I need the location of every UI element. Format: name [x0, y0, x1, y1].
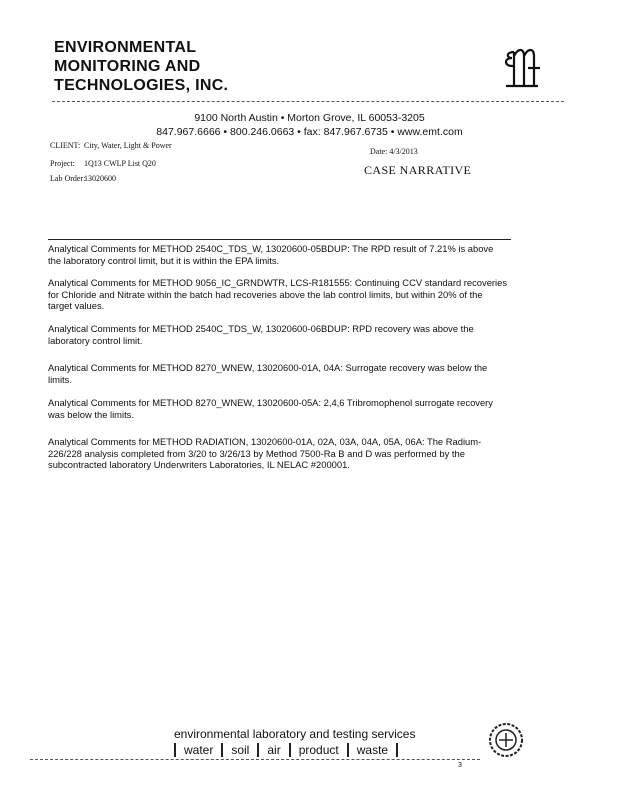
footer-divider	[30, 759, 480, 760]
company-logo-icon	[500, 46, 544, 90]
lab-order-label: Lab Order:	[50, 174, 86, 183]
report-date: Date: 4/3/2013	[370, 147, 418, 156]
comment-paragraph: Analytical Comments for METHOD 9056_IC_GRNDWTR, LCS-R181555: Continuing CCV standard recoveries for Chloride and Nitrate within the batch had recoveries above the lab control limits, but within 20% of the target values.	[48, 277, 508, 311]
footer-tagline: environmental laboratory and testing services	[174, 727, 416, 741]
company-address: 9100 North Austin • Morton Grove, IL 60053-3205	[194, 112, 425, 124]
company-name-line2: MONITORING AND	[54, 58, 201, 75]
comment-paragraph: Analytical Comments for METHOD RADIATION, 13020600-01A, 02A, 03A, 04A, 05A, 06A: The Radium-226/228 analysis completed from 3/20 to 3/26/13 by Method 7500-Ra B and D was performed by the subcontracted laboratory Underwriters Laboratories, IL NELAC #200001.	[48, 436, 482, 470]
footer-categories	[174, 743, 398, 757]
comment-paragraph: Analytical Comments for METHOD 8270_WNEW, 13020600-01A, 04A: Surrogate recovery was below the limits.	[48, 362, 488, 385]
client-label: CLIENT:	[50, 141, 81, 150]
case-narrative-title: CASE NARRATIVE	[364, 163, 472, 177]
comment-paragraph: Analytical Comments for METHOD 2540C_TDS_W, 13020600-06BDUP: RPD recovery was above the laboratory control limit.	[48, 323, 474, 346]
footer-category: product	[289, 743, 347, 757]
footer-category: soil	[221, 743, 257, 757]
company-name	[54, 38, 228, 95]
footer-category: air	[257, 743, 288, 757]
project-value: 1Q13 CWLP List Q20	[84, 159, 156, 168]
accreditation-seal-icon	[488, 722, 524, 758]
company-name-line1: ENVIRONMENTAL	[54, 39, 197, 56]
company-contacts: 847.967.6666 • 800.246.0663 • fax: 847.967.6735 • www.emt.com	[156, 126, 463, 138]
project-label: Project:	[50, 159, 75, 168]
header-divider	[52, 101, 564, 102]
narrative-divider	[48, 239, 511, 240]
footer-category: waste	[347, 743, 398, 757]
company-name-line3: TECHNOLOGIES, INC.	[54, 77, 229, 94]
comment-paragraph: Analytical Comments for METHOD 8270_WNEW, 13020600-05A: 2,4,6 Tribromophenol surrogate recovery was below the limits.	[48, 397, 493, 420]
page-number: 3	[458, 762, 462, 769]
lab-order-value: 13020600	[84, 174, 116, 183]
comment-paragraph: Analytical Comments for METHOD 2540C_TDS_W, 13020600-05BDUP: The RPD result of 7.21% is above the laboratory control limit, but it is within the EPA limits.	[48, 243, 494, 266]
footer-category: water	[174, 743, 221, 757]
client-value: City, Water, Light & Power	[84, 141, 172, 150]
